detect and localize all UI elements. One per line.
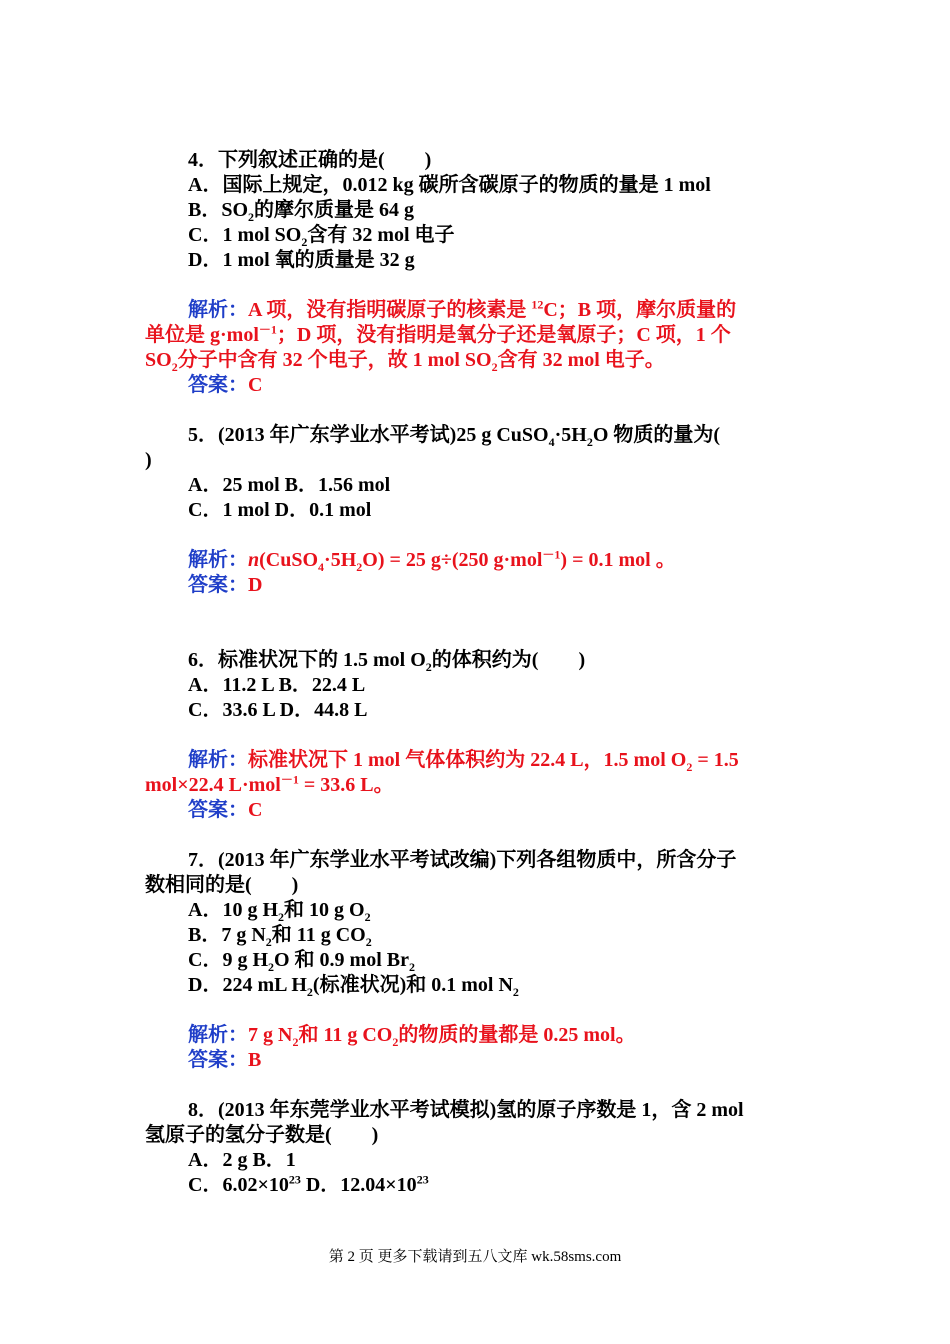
q7-stem: 7．(2013 年广东学业水平考试改编)下列各组物质中，所含分子: [188, 849, 737, 871]
q4-answer: 答案：C: [188, 374, 263, 396]
q7-explanation: 解析：7 g $N_2$和 11 g $CO_2$的物质的量都是 0.25 mol。: [188, 1024, 636, 1049]
q4-option-b: B．$SO_2$的摩尔质量是 64 g: [188, 199, 415, 224]
page-footer: 第 2 页 更多下载请到五八文库 wk.58sms.com: [328, 1249, 622, 1265]
q6-explanation-line2: mol×22.4 L·mol$^{-1}$ = 33.6 L。: [145, 772, 394, 796]
q6-answer: 答案：C: [188, 799, 263, 821]
q7-stem-line2: 数相同的是( ): [145, 874, 299, 896]
q4-explanation-line2: 单位是 g·mol$^{-1}$；D 项，没有指明是氧分子还是氧原子；C 项，1 个: [145, 322, 731, 346]
q7-option-d: D．224 mL $H_2$(标准状况)和 0.1 mol $N_2$: [188, 974, 519, 999]
q5-stem: 5．(2013 年广东学业水平考试)25 g $CuSO_4\cdot 5H_2O$ 物质的量为(: [188, 424, 721, 449]
q8-options-ab: A．2 g B．1: [188, 1149, 296, 1171]
q4-option-c: C．1 mol $SO_2$含有 32 mol 电子: [188, 224, 455, 249]
q5-answer: 答案：D: [188, 574, 263, 596]
q8-stem: 8．(2013 年东莞学业水平考试模拟)氢的原子序数是 1，含 2 mol: [188, 1099, 744, 1121]
q5-stem-line2: ): [145, 449, 152, 471]
q5-options-ab: A．25 mol B．1.56 mol: [188, 474, 391, 496]
q7-option-a: A．10 g $H_2$和 10 g $O_2$: [188, 899, 371, 924]
q7-option-c: C．9 g $H_2O$ 和 0.9 mol $Br_2$: [188, 949, 415, 974]
q5-options-cd: C．1 mol D．0.1 mol: [188, 499, 372, 521]
q4-option-a: A．国际上规定，0.012 kg 碳所含碳原子的物质的量是 1 mol: [188, 174, 711, 196]
q4-stem: 4．下列叙述正确的是( ): [188, 149, 432, 171]
q8-options-cd: C．$6.02\times 10^{23}$ D．$12.04\times 10^{23}$: [188, 1172, 429, 1196]
q4-explanation-line3: $SO_2$分子中含有 32 个电子，故 1 mol $SO_2$含有 32 mol 电子。: [145, 349, 665, 374]
q6-options-cd: C．33.6 L D．44.8 L: [188, 699, 368, 721]
q5-explanation: 解析：$n(CuSO_4\cdot 5H_2O) = 25$ g÷(250 g·mol$^{-1}$) = 0.1 mol 。: [188, 547, 676, 574]
q7-option-b: B．7 g $N_2$和 11 g $CO_2$: [188, 924, 372, 949]
q6-explanation-line1: 解析：标准状况下 1 mol 气体体积约为 22.4 L，1.5 mol $O_2 = 1.5$: [188, 749, 739, 774]
q6-stem: 6．标准状况下的 1.5 mol $O_2$的体积约为( ): [188, 649, 586, 674]
q4-option-d: D．1 mol 氧的质量是 32 g: [188, 249, 415, 271]
q8-stem-line2: 氢原子的氢分子数是( ): [145, 1124, 379, 1146]
q6-options-ab: A．11.2 L B．22.4 L: [188, 674, 366, 696]
q4-explanation-line1: 解析：A 项，没有指明碳原子的核素是 $^{12}$C；B 项，摩尔质量的: [188, 297, 737, 321]
q7-answer: 答案：B: [188, 1049, 262, 1071]
